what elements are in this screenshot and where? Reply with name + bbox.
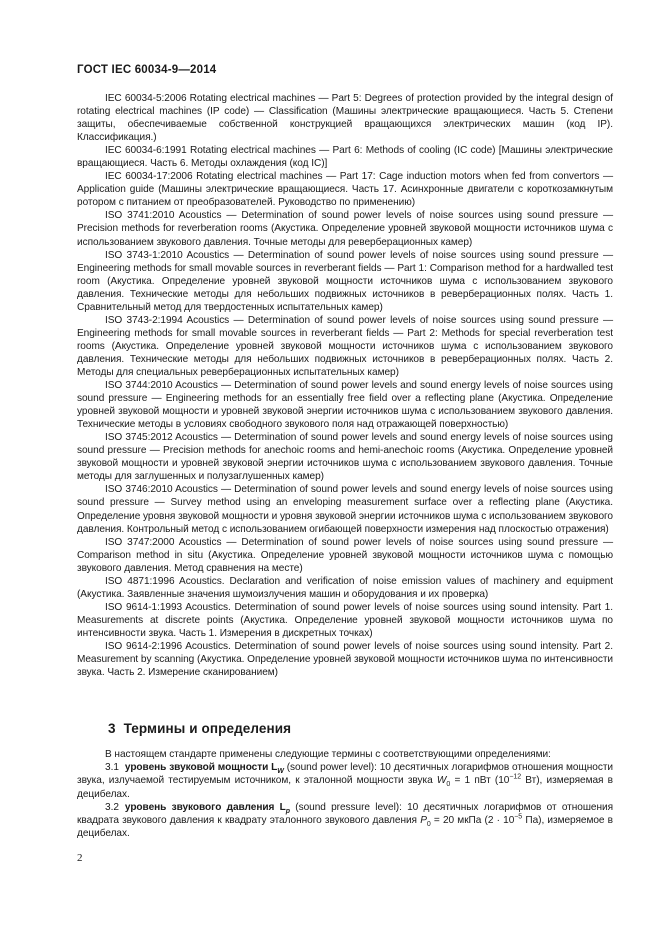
term-number: 3.1 — [105, 762, 119, 774]
reference-item: IEC 60034-5:2006 Rotating electrical machines — Part 5: Degrees of protection provided by the integral design of rotating electrical machines (IP code) — Classification (Машины электрические вращающиеся. Часть 5. Степени защиты, обеспечиваемые собственной конструкцией вращающихся электрических машин (код IP). Классификация.) — [77, 93, 613, 144]
reference-item: ISO 4871:1996 Acoustics. Declaration and verification of noise emission values of machinery and equipment (Акустика. Заявленные значения шумоизлучения машин и оборудования и их проверка) — [77, 575, 613, 600]
reference-item: ISO 3746:2010 Acoustics — Determination of sound power levels and sound energy levels of noise sources using sound pressure — Survey method using an enveloping measurement surface over a reflecting plane (Акустика. Определение уровня звуковой мощности и уровня звуковой энергии источников шума с использованием звукового давления. Контрольный метод с использованием огибающей поверхности измерения над плоскостью отражения) — [77, 484, 613, 535]
term-definition: = 1 пВт (10 — [450, 775, 510, 787]
reference-symbol: W — [436, 775, 447, 787]
normative-references — [77, 92, 613, 679]
term-symbol-subscript: W — [277, 768, 284, 776]
reference-item: ISO 9614-2:1996 Acoustics. Determination of sound power levels of noise sources using sound intensity. Part 2. Measurement by scanning (Акустика. Определение уровней звуковой мощности источников шума по интенсивности звука. Часть 2. Измерение сканированием) — [77, 640, 613, 679]
reference-item: ISO 3744:2010 Acoustics — Determination of sound power levels and sound energy levels of noise sources using sound pressure — Engineering methods for an essentially free field over a reflecting plane (Акустика. Определение уровней звуковой мощности и уровней звуковой энергии источников шума с использованием звукового давления. Технические методы в условиях свободного звукового поля над отражающей поверхностью) — [77, 380, 613, 431]
reference-item: ISO 3743-1:2010 Acoustics — Determination of sound power levels of noise sources using sound pressure — Engineering methods for small movable sources in reverberant fields — Part 1: Comparison method for a hardwalled test room (Акустика. Определение уровней звуковой мощности источников шума с использованием звукового давления. Технические методы для небольших подвижных источников в реверберационных полях. Часть 1. Сравнительный метод для твердостенных испытательных камер) — [77, 249, 613, 313]
term-definition: Вт), измеряемая в децибелах. — [77, 775, 613, 800]
terms-intro: В настоящем стандарте применены следующие термины с соответствующими определениями: — [105, 749, 551, 760]
exponent: −5 — [514, 813, 523, 821]
term-symbol-subscript: p — [285, 807, 290, 815]
document-header: ГОСТ IEC 60034-9—2014 — [77, 64, 217, 76]
section-heading — [108, 721, 291, 736]
reference-item: ISO 3747:2000 Acoustics — Determination of sound power levels of noise sources using sound pressure — Comparison method in situ (Акустика. Определение уровней звуковой мощности источников шума с помощью звукового давления. Метод сравнения на месте) — [77, 536, 613, 574]
terms-block — [77, 748, 613, 840]
reference-item: ISO 3745:2012 Acoustics — Determination of sound power levels and sound energy levels of noise sources using sound pressure — Precision methods for anechoic rooms and hemi-anechoic rooms (Акустика. Определение уровней звуковой мощности и уровней звуковой энергии источников шума с использованием звукового давления. Точные методы для заглушенных и полузаглушенных камер) — [77, 432, 613, 483]
term-definition: Па), измеряемое в децибелах. — [77, 815, 613, 840]
term-definition: (sound power level): 10 десятичных логарифмов отношения мощности звука, излучаемой тестируемым источником, к эталонной мощности звука — [77, 762, 613, 787]
reference-item: ISO 3741:2010 Acoustics — Determination of sound power levels of noise sources using sound pressure — Precision methods for reverberation rooms (Акустика. Определение уровней звуковой мощности источников шума с использованием звукового давления. Точные методы для реверберационных камер) — [77, 210, 613, 248]
term-entry — [77, 801, 613, 841]
term-name: уровень звуковой мощности L — [124, 762, 278, 774]
reference-item: ISO 3743-2:1994 Acoustics — Determination of sound power levels of noise sources using sound pressure — Engineering methods for small movable sources in reverberant fields — Part 2: Methods for special reverberation test rooms (Акустика. Определение уровней звуковой мощности источников шума с использованием звукового давления. Технические методы для небольших подвижных источников в реверберационных полях. Часть 2. Методы для специальных реверберационных испытательных камер) — [77, 314, 613, 378]
reference-subscript: 0 — [426, 821, 431, 829]
term-number: 3.2 — [105, 801, 119, 813]
term-definition: = 20 мкПа (2 · 10 — [430, 815, 515, 827]
page-number: 2 — [77, 852, 83, 864]
section-number: 3 — [108, 721, 116, 736]
reference-subscript: 0 — [446, 781, 451, 789]
term-name: уровень звукового давления L — [124, 801, 286, 813]
exponent: −12 — [509, 774, 522, 782]
reference-item: IEC 60034-17:2006 Rotating electrical machines — Part 17: Cage induction motors when fed from convertors — Application guide (Машины электрические вращающиеся. Часть 17. Асинхронные двигатели с короткозамкнутым ротором с питанием от преобразователей. Руководство по применению) — [77, 171, 613, 209]
reference-item: IEC 60034-6:1991 Rotating electrical machines — Part 6: Methods of cooling (IC code) [Машины электрические вращающиеся. Часть 6. Методы охлаждения (код IC)] — [77, 145, 613, 170]
section-title: Термины и определения — [123, 721, 292, 736]
reference-symbol: P — [420, 815, 427, 827]
term-definition: (sound pressure level): 10 десятичных логарифмов от отношения квадрата звукового давления к квадрату эталонного звукового давления — [77, 801, 613, 827]
reference-item: ISO 9614-1:1993 Acoustics. Determination of sound power levels of noise sources using sound intensity. Part 1. Measurements at discrete points (Акустика. Определение уровней звуковой мощности источников шума по интенсивности звука. Часть 1. Измерения в дискретных точках) — [77, 601, 613, 639]
term-entry — [77, 761, 613, 801]
